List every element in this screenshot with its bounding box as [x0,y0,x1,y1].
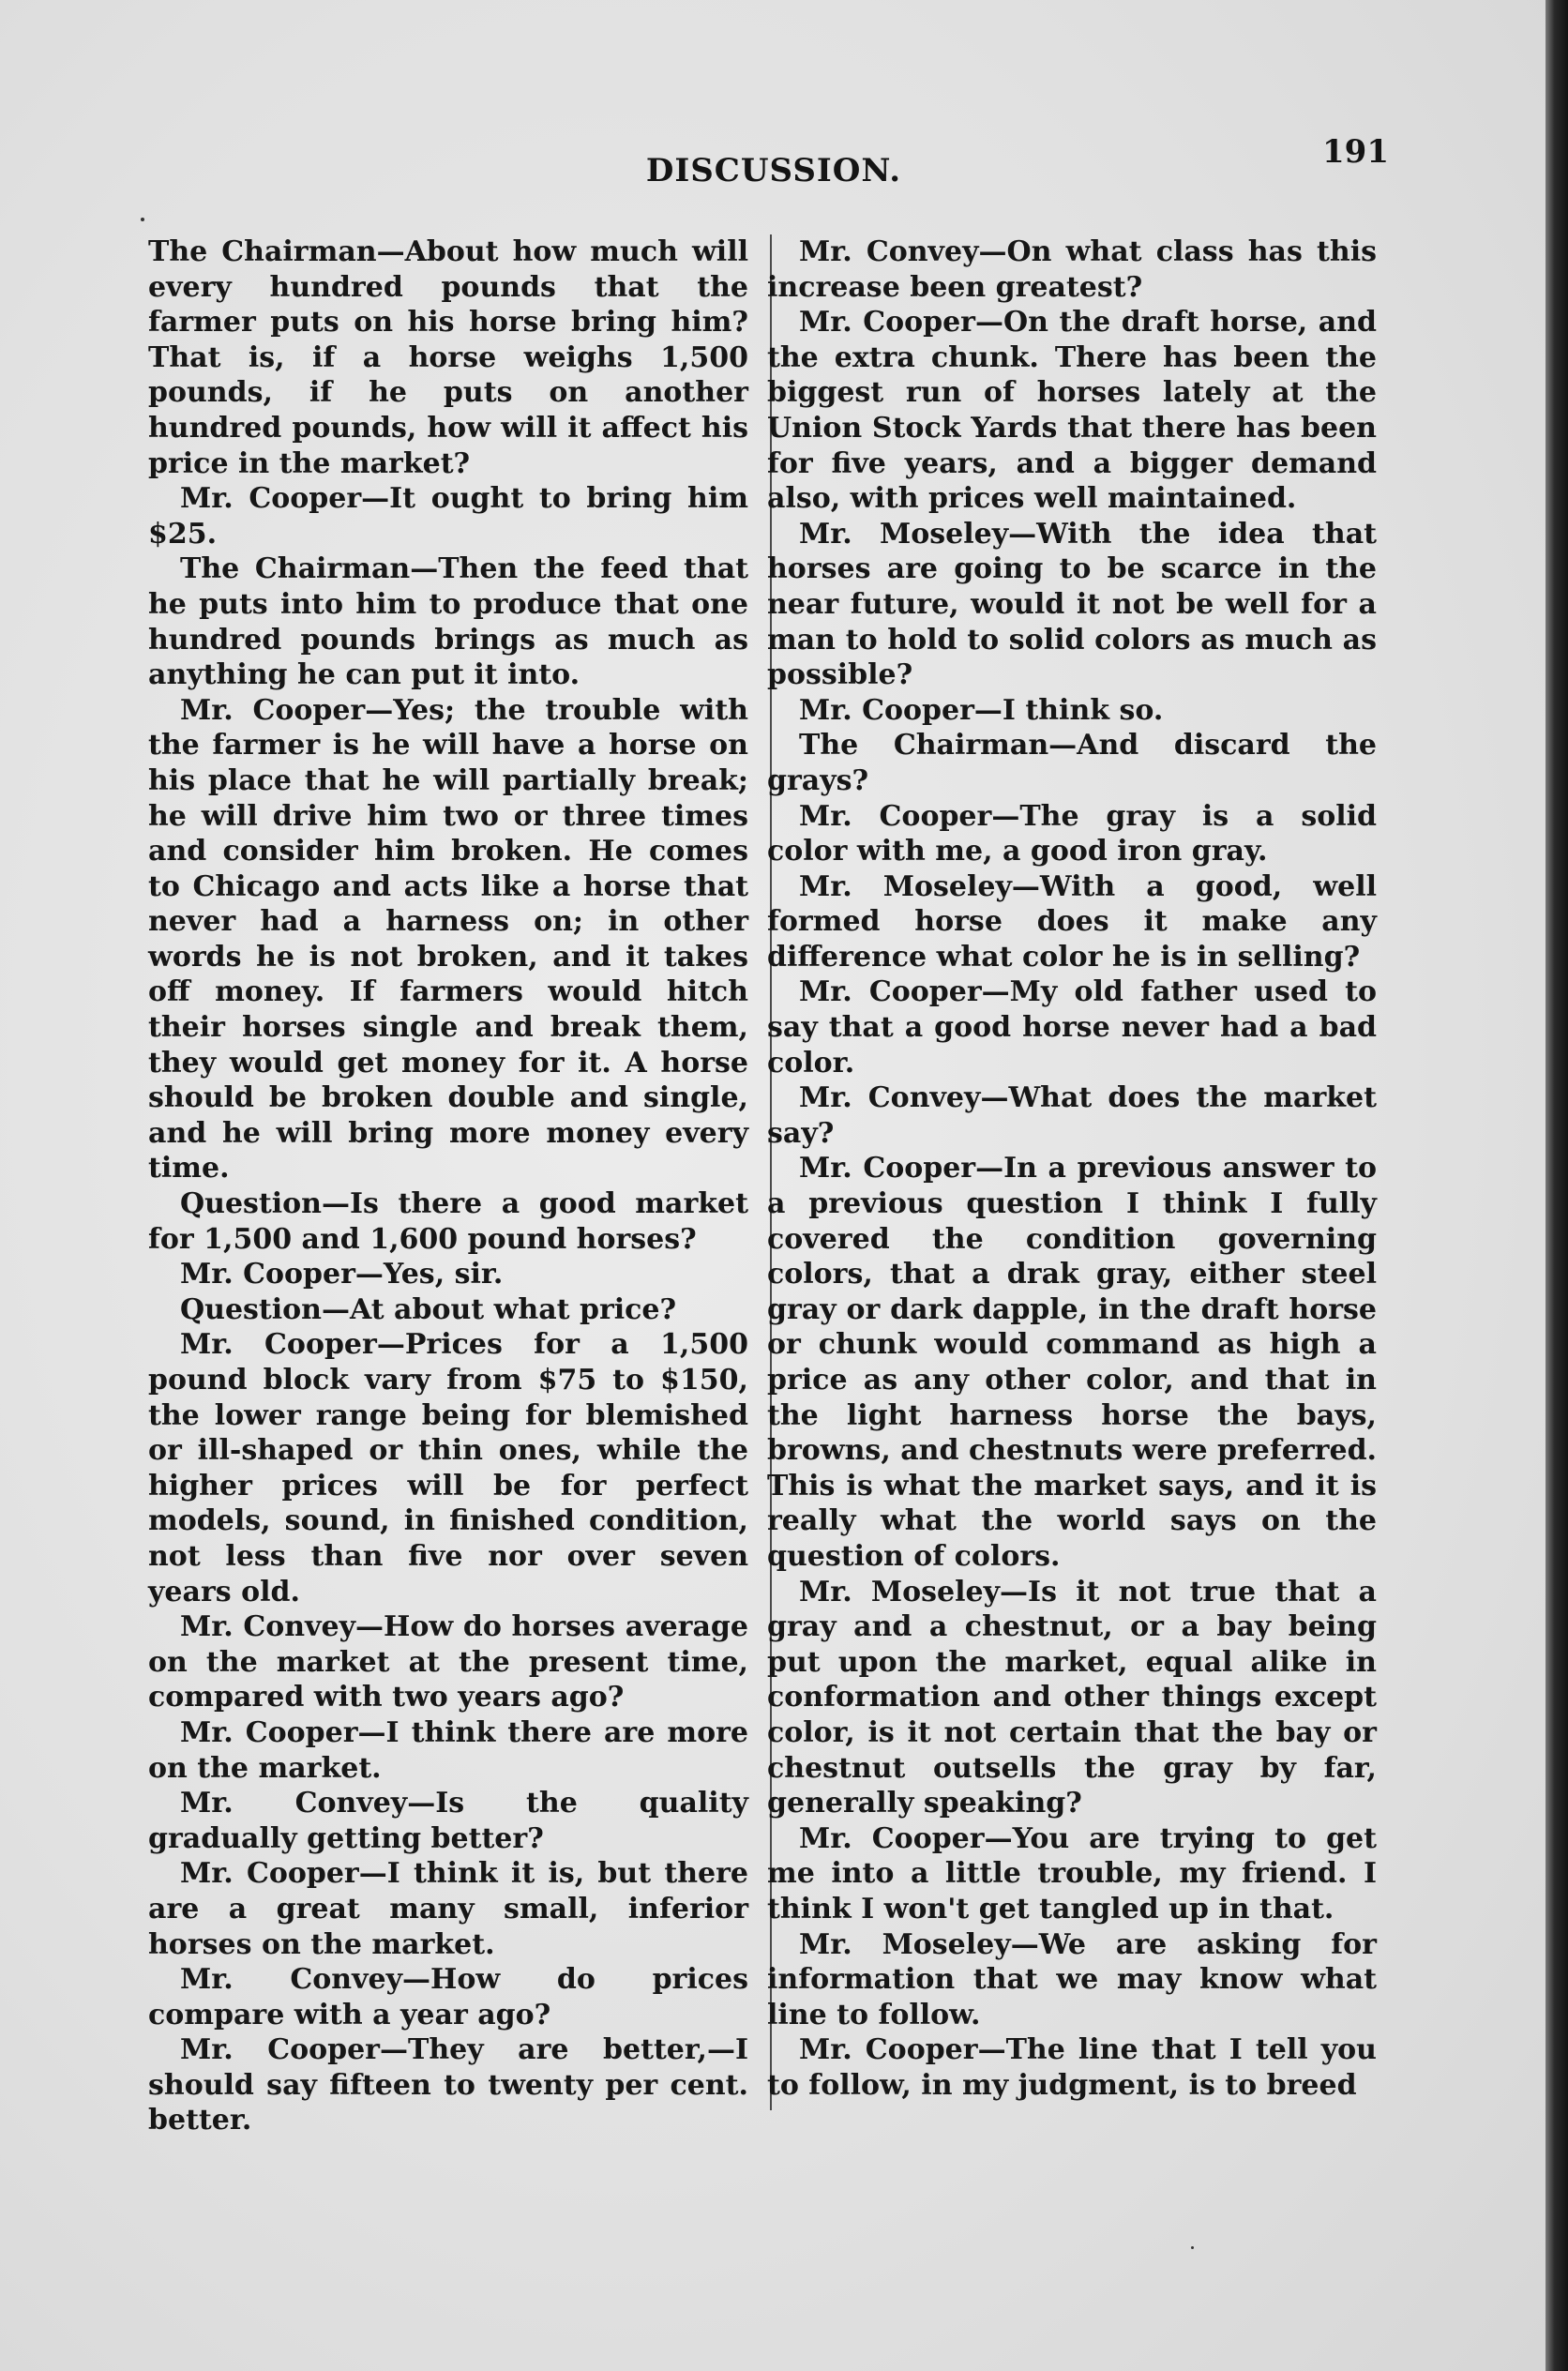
paragraph: Mr. Moseley—We are asking for information that we may know what line to follow. [767,1927,1377,2031]
paragraph: Mr. Moseley—Is it not true that a gray and a chestnut, or a bay being put upon the market, equal alike in conformation and other things except color, is it not certain that the bay or chestnut outsells the gray by far, generally speaking? [767,1575,1377,1820]
paragraph: Mr. Cooper—I think it is, but there are a great many small, inferior horses on the market. [148,1857,748,1961]
paragraph: Mr. Cooper—Yes, sir. [180,1258,504,1291]
paragraph: Mr. Moseley—With the idea that horses are going to be scarce in the near future, would it not be well for a man to hold to solid colors as much as possible? [767,517,1377,692]
paper-speck [141,218,144,221]
paragraph: Mr. Cooper—They are better,—I should say fifteen to twenty per cent. better. [148,2033,748,2137]
paragraph: Mr. Cooper—The line that I tell you to follow, in my judgment, is to breed [767,2033,1377,2102]
paragraph: Mr. Convey—How do prices compare with a year ago? [148,1963,748,2031]
paragraph: The Chairman—Then the feed that he puts into him to produce that one hundred pounds brings as much as anything he can put it into. [148,552,748,692]
paragraph: Mr. Convey—What does the market say? [767,1081,1377,1150]
paragraph: Mr. Cooper—Prices for a 1,500 pound block vary from $75 to $150, the lower range being for blemished or ill-shaped or thin ones, while the higher prices will be for perfect models, sound, in finished condition, not less than five nor over seven years old. [148,1328,748,1608]
paragraph: Question—Is there a good market for 1,500 and 1,600 pound horses? [148,1187,748,1256]
page-number: 191 [1322,133,1389,171]
paragraph: Mr. Cooper—Yes; the trouble with the farmer is he will have a horse on his place that he will partially break; he will drive him two or three times and consider him broken. He comes to Chicago and acts like a horse that never had a harness on; in other words he is not broken, and it takes off money. If farmers would hitch their horses single and break them, they would get money for it. A horse should be broken double and single, and he will bring more money every time. [148,693,748,1186]
paragraph: The Chairman—And discard the grays? [767,729,1377,797]
left-column [148,234,748,2138]
paragraph: Mr. Cooper—In a previous answer to a previous question I think I fully covered the condition governing colors, that a drak gray, either steel gray or dark dapple, in the draft horse or chunk would command as high a price as any other color, and that in the light harness horse the bays, browns, and chestnuts were preferred. This is what the market says, and it is really what the world says on the question of colors. [767,1152,1377,1573]
paragraph: Mr. Cooper—You are trying to get me into a little trouble, my friend. I think I won't get tangled up in that. [767,1821,1377,1925]
paragraph: Mr. Convey—On what class has this increase been greatest? [767,235,1377,304]
paragraph: Mr. Cooper—The gray is a solid color with me, a good iron gray. [767,799,1377,868]
paragraph: Mr. Cooper—On the draft horse, and the extra chunk. There has been the biggest run of horses lately at the Union Stock Yards that there has been for five years, and a bigger demand also, with prices well maintained. [767,306,1377,516]
paragraph: Mr. Cooper—I think there are more on the market. [148,1715,748,1785]
page-edge-shadow [1545,0,1568,2371]
paragraph: Mr. Convey—Is the quality gradually getting better? [148,1787,748,1855]
paragraph: The Chairman—About how much will every hundred pounds that the farmer puts on his horse bring him? That is, if a horse weighs 1,500 pounds, if he puts on another hundred pounds, how will it affect his price in the market? [148,235,748,480]
running-header: DISCUSSION. [645,152,902,189]
paragraph: Mr. Cooper—It ought to bring him $25. [148,482,748,551]
paragraph: Mr. Cooper—My old father used to say that a good horse never had a bad color. [767,975,1377,1080]
paragraph: Question—At about what price? [180,1292,677,1326]
right-column [767,234,1377,2103]
paragraph: Mr. Cooper—I think so. [799,693,1164,727]
paper-speck [1191,2246,1194,2249]
paragraph: Mr. Moseley—With a good, well formed horse does it make any difference what color he is in selling? [767,869,1377,974]
paragraph: Mr. Convey—How do horses average on the market at the present time, compared with two years ago? [148,1610,748,1714]
